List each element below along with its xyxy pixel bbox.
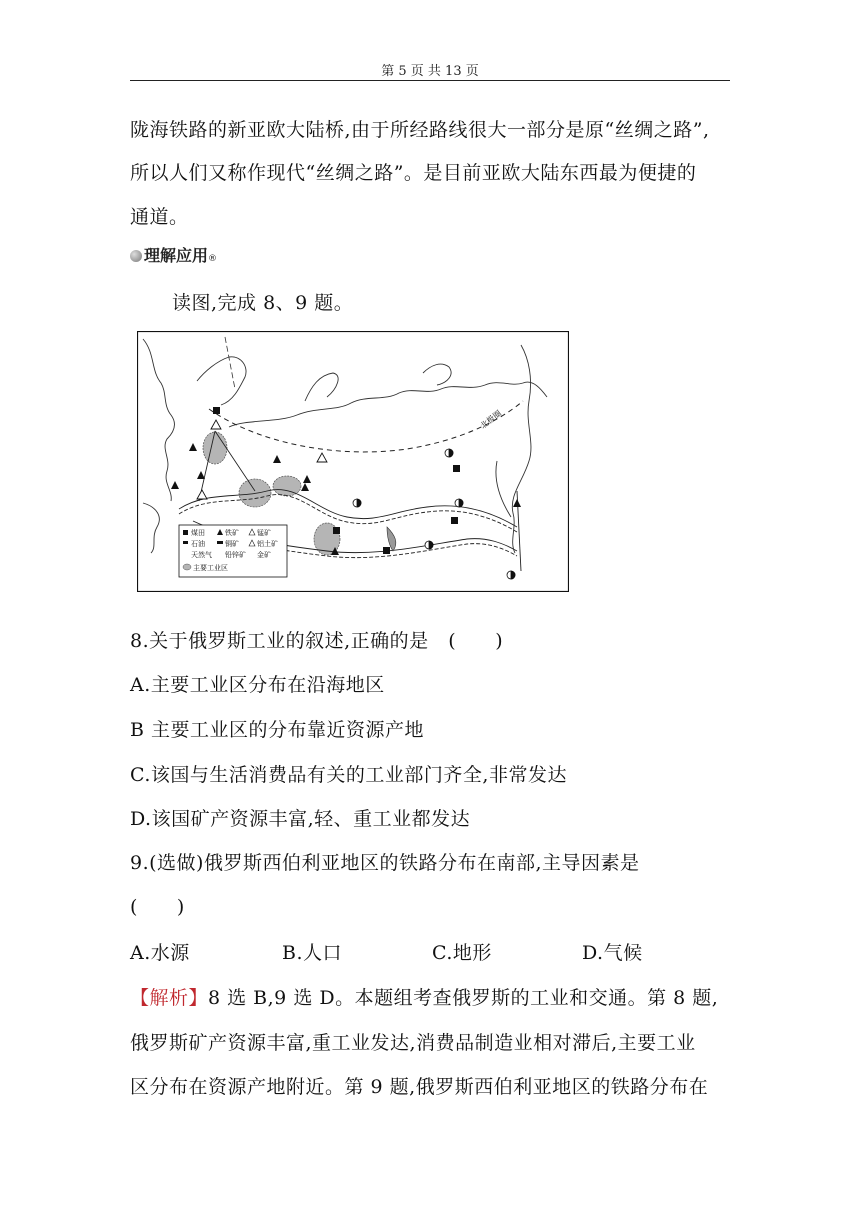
coal-icon: [333, 527, 340, 534]
legend-manganese: 锰矿: [257, 529, 271, 537]
legend-gold: 金矿: [257, 551, 271, 559]
intro-line-1: 陇海铁路的新亚欧大陆桥,由于所经路线很大一部分是原“丝绸之路”,: [130, 119, 710, 141]
q9-option-a: A.水源: [130, 942, 190, 964]
q8-answer-blank: ( ): [448, 630, 504, 652]
coal-icon: [451, 517, 458, 524]
coal-icon: [383, 547, 390, 554]
question-prompt: 读图,完成 8、9 题。: [172, 292, 354, 314]
industrial-area-moscow: [203, 432, 227, 464]
legend-bauxite: 铝土矿: [257, 540, 278, 548]
intro-line-2: 所以人们又称作现代“丝绸之路”。是目前亚欧大陆东西最为便捷的: [130, 162, 697, 184]
legend-copper: 铜矿: [225, 540, 239, 548]
legend-oil: 石油: [191, 540, 205, 548]
q8-stem: 8.关于俄罗斯工业的叙述,正确的是 ( ): [130, 630, 504, 652]
legend-iron: 铁矿: [225, 529, 239, 537]
legend-industrial: 主要工业区: [193, 564, 228, 572]
q8-option-b: B 主要工业区的分布靠近资源产地: [130, 719, 425, 741]
q9-options: [130, 938, 643, 965]
coal-icon: [213, 407, 220, 414]
section-bullet-icon: [130, 250, 142, 262]
arctic-circle-label: 北极圈: [478, 408, 504, 431]
q9-stem: 9.(选做)俄罗斯西伯利亚地区的铁路分布在南部,主导因素是: [130, 852, 640, 874]
q8-option-d: D.该国矿产资源丰富,轻、重工业都发达: [130, 808, 471, 830]
section-label: 理解应用®: [130, 243, 217, 266]
analysis-line-3: 区分布在资源产地附近。第 9 题,俄罗斯西伯利亚地区的铁路分布在: [130, 1076, 709, 1098]
coal-icon: [453, 465, 460, 472]
legend-gas: 天然气: [191, 551, 212, 559]
industrial-area-ural: [273, 476, 301, 496]
page-header: 第 5 页 共 13 页: [381, 64, 479, 79]
q8-option-c: C.该国与生活消费品有关的工业部门齐全,非常发达: [130, 764, 567, 786]
q8-option-a: A.主要工业区分布在沿海地区: [130, 674, 385, 696]
q9-answer-blank: ( ): [130, 896, 185, 918]
russia-resource-map: [137, 331, 569, 592]
legend-coal: 煤田: [191, 529, 205, 537]
q9-option-b: B.人口: [282, 942, 343, 964]
analysis-tag: 【解析】: [130, 987, 209, 1009]
header-rule: [130, 80, 730, 81]
analysis-line-2: 俄罗斯矿产资源丰富,重工业发达,消费品制造业相对滞后,主要工业: [130, 1032, 696, 1054]
intro-line-3: 通道。: [130, 206, 189, 228]
q9-option-c: C.地形: [432, 942, 492, 964]
analysis-line-1: 【解析】8 选 B,9 选 D。本题组考查俄罗斯的工业和交通。第 8 题,: [130, 987, 719, 1009]
q9-option-d: D.气候: [582, 942, 643, 964]
legend-lead-zinc: 铅锌矿: [225, 551, 246, 559]
